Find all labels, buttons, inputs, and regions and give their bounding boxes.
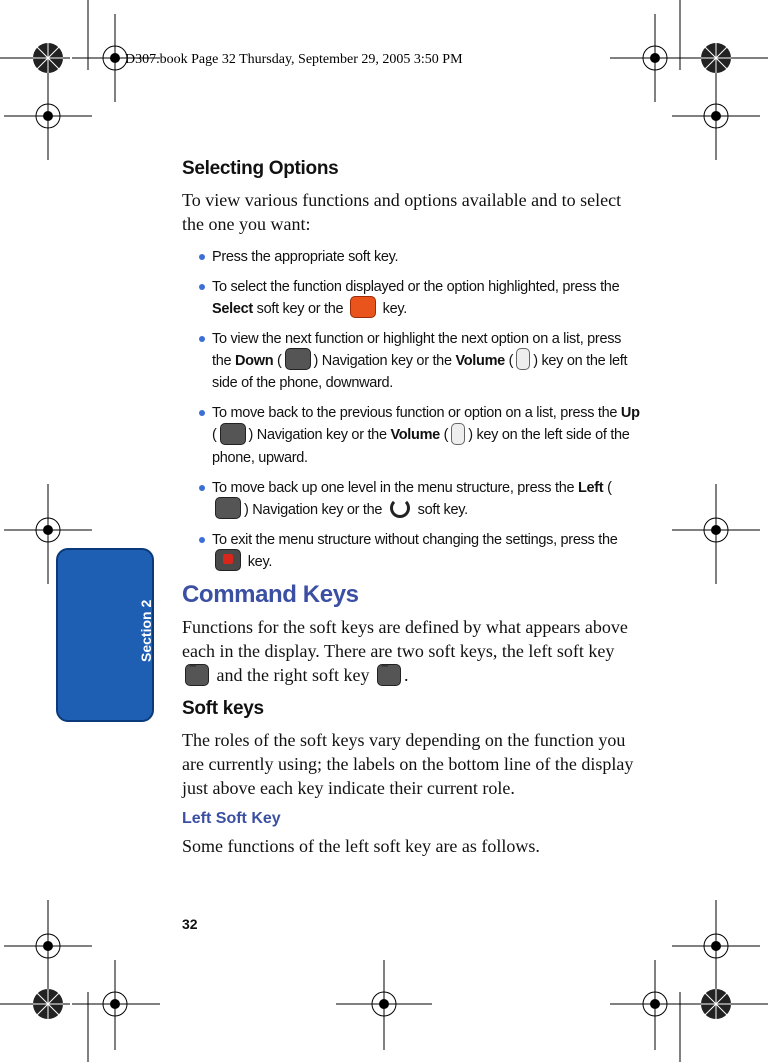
soft-keys-heading: Soft keys [182,697,264,719]
left-soft-key-heading: Left Soft Key [182,809,281,827]
volume-up-key-icon [451,423,465,445]
select-key-icon [350,296,376,318]
bullet-item: To move back up one level in the menu structure, press the Left () Navigation key or the soft key. [212,477,642,521]
left-soft-key-body: Some functions of the left soft key are as follows. [182,835,540,856]
bullet-item: To view the next function or highlight the next option on a list, press the Down ( ) Navigation key or the Volume ( ) key on the left side of the phone, downward. [212,328,642,394]
bullet-item: Press the appropriate soft key. [212,246,642,268]
back-soft-key-icon [390,498,410,518]
left-soft-key-icon [185,664,209,686]
nav-up-key-icon [220,423,246,445]
nav-down-key-icon [285,348,311,370]
right-soft-key-icon [377,664,401,686]
section-tab-label: Section 2 [138,599,154,662]
print-header-note: D307.book Page 32 Thursday, September 29, 2005 3:50 PM [125,52,463,67]
bullet-item: To select the function displayed or the option highlighted, press the Select soft key or the key. [212,276,642,320]
command-keys-body: Functions for the soft keys are defined by what appears above each in the display. There are two soft keys, the left soft key ••• and the right soft key •••. [182,615,642,688]
page-content [182,158,642,868]
soft-keys-body: The roles of the soft keys vary depending on the function you are currently using; the labels on the bottom line of the display just above each key indicate their current role. [182,729,634,798]
volume-down-key-icon [516,348,530,370]
end-key-icon [215,549,241,571]
bullet-item: To move back to the previous function or option on a list, press the Up ( ) Navigation key or the Volume ( ) key on the left side of the phone, upward. [212,402,642,468]
nav-left-key-icon [215,497,241,519]
selecting-bullets [182,246,642,573]
bullet-item: To exit the menu structure without changing the settings, press the key. [212,529,642,573]
page-number: 32 [182,916,198,932]
command-keys-heading: Command Keys [182,580,359,608]
selecting-intro: To view various functions and options available and to select the one you want: [182,190,622,234]
selecting-options-heading: Selecting Options [182,158,339,179]
